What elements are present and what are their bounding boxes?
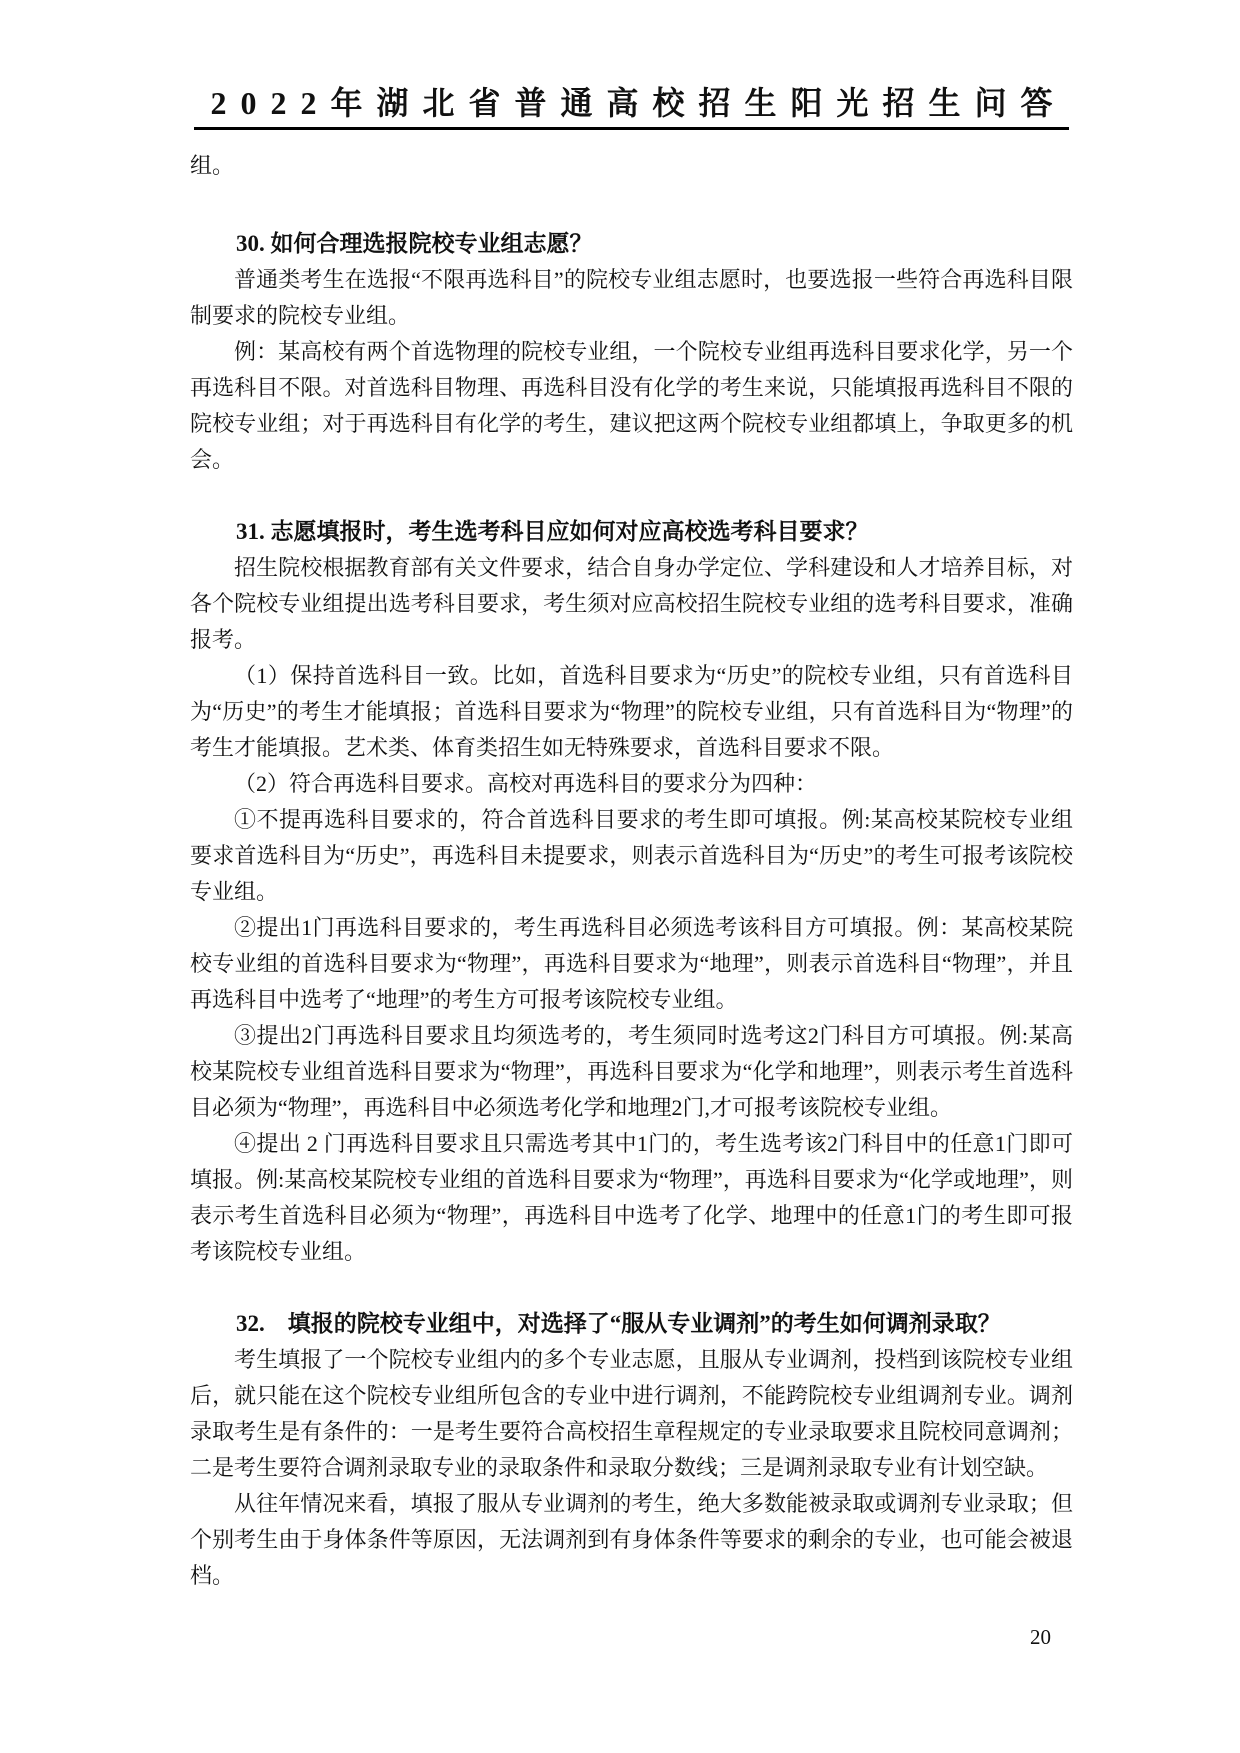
paragraph: ④提出 2 门再选科目要求且只需选考其中1门的，考生选考该2门科目中的任意1门即可填报。例:某高校某院校专业组的首选科目要求为“物理”，再选科目要求为“化学或地理”，则表示考生首选科目必须为“物理”，再选科目中选考了化学、地理中的任意1门的考生即可报考该院校专业组。	[190, 1131, 1073, 1264]
paragraph: （2）符合再选科目要求。高校对再选科目的要求分为四种：	[234, 771, 818, 796]
page-number: 20	[1030, 1625, 1051, 1649]
paragraph: ①不提再选科目要求的，符合首选科目要求的考生即可填报。例:某高校某院校专业组要求首选科目为“历史”，再选科目未提要求，则表示首选科目为“历史”的考生可报考该院校专业组。	[190, 807, 1073, 904]
paragraph: 招生院校根据教育部有关文件要求，结合自身办学定位、学科建设和人才培养目标，对各个院校专业组提出选考科目要求，考生须对应高校招生院校专业组的选考科目要求，准确报考。	[190, 555, 1073, 652]
section-heading: 31. 志愿填报时，考生选考科目应如何对应高校选考科目要求？	[236, 519, 869, 544]
paragraph: ③提出2门再选科目要求且均须选考的，考生须同时选考这2门科目方可填报。例:某高校某院校专业组首选科目要求为“物理”，再选科目要求为“化学和地理”，则表示考生首选科目必须为“物理”，再选科目中必须选考化学和地理2门,才可报考该院校专业组。	[190, 1023, 1073, 1120]
paragraph: 例：某高校有两个首选物理的院校专业组，一个院校专业组再选科目要求化学，另一个再选科目不限。对首选科目物理、再选科目没有化学的考生来说，只能填报再选科目不限的院校专业组；对于再选科目有化学的考生，建议把这两个院校专业组都填上，争取更多的机会。	[190, 339, 1073, 472]
paragraph: 考生填报了一个院校专业组内的多个专业志愿，且服从专业调剂，投档到该院校专业组后，就只能在这个院校专业组所包含的专业中进行调剂，不能跨院校专业组调剂专业。调剂录取考生是有条件的：一是考生要符合高校招生章程规定的专业录取要求且院校同意调剂；二是考生要符合调剂录取专业的录取条件和录取分数线；三是调剂录取专业有计划空缺。	[190, 1347, 1073, 1480]
carryover-paragraph: 组。	[190, 153, 235, 178]
paragraph: 从往年情况来看，填报了服从专业调剂的考生，绝大多数能被录取或调剂专业录取；但个别考生由于身体条件等原因，无法调剂到有身体条件等要求的剩余的专业，也可能会被退档。	[190, 1491, 1073, 1588]
sections	[190, 226, 1073, 1594]
section-heading: 30. 如何合理选报院校专业组志愿？	[236, 231, 593, 256]
paragraph: （1）保持首选科目一致。比如，首选科目要求为“历史”的院校专业组，只有首选科目为“历史”的考生才能填报；首选科目要求为“物理”的院校专业组，只有首选科目为“物理”的考生才能填报。艺术类、体育类招生如无特殊要求，首选科目要求不限。	[190, 663, 1073, 760]
paragraph: 普通类考生在选报“不限再选科目”的院校专业组志愿时，也要选报一些符合再选科目限制要求的院校专业组。	[190, 267, 1073, 328]
document-body	[190, 148, 1073, 1594]
section-heading: 32. 填报的院校专业组中，对选择了“服从专业调剂”的考生如何调剂录取？	[236, 1311, 1001, 1336]
page-title: 2022年湖北省普通高校招生阳光招生问答	[194, 84, 1068, 130]
paragraph: ②提出1门再选科目要求的，考生再选科目必须选考该科目方可填报。例：某高校某院校专业组的首选科目要求为“物理”，再选科目要求为“地理”，则表示首选科目“物理”，并且再选科目中选考了“地理”的考生方可报考该院校专业组。	[190, 915, 1073, 1012]
document-header	[190, 84, 1073, 130]
